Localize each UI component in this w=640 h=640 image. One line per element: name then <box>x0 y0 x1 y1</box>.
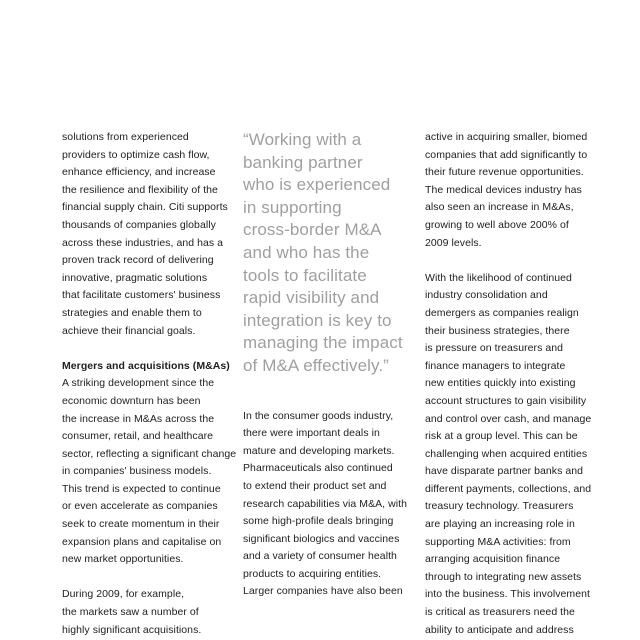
text-line: In the consumer goods industry, <box>243 409 394 422</box>
text-line: solutions from experienced <box>62 131 189 143</box>
text-line: in companies' business models. <box>62 465 212 478</box>
paragraph-gap <box>425 252 597 270</box>
text-line: ability to anticipate and address <box>425 623 574 636</box>
text-line: The medical devices industry has <box>425 183 582 196</box>
text-line: seek to create momentum in their <box>62 518 220 531</box>
text-line: that facilitate customers' business <box>62 289 221 302</box>
text-line: new entities quickly into existing <box>425 377 576 390</box>
text-line: rapid visibility and <box>243 288 380 308</box>
text-line: through to integrating new assets <box>425 570 582 583</box>
text-line: Pharmaceuticals also continued <box>243 462 393 475</box>
text-line: integration is key to <box>243 310 392 330</box>
text-line: highly significant acquisitions. <box>62 623 202 636</box>
text-line: “Working with a <box>243 130 362 149</box>
text-line: arranging acquisition finance <box>425 553 561 566</box>
text-line: industry consolidation and <box>425 289 548 302</box>
text-line: thousands of companies globally <box>62 218 216 231</box>
text-line: their future revenue opportunities. <box>425 166 584 179</box>
text-line: is pressure on treasurers and <box>425 342 564 355</box>
text-line: of M&A effectively.” <box>243 355 389 375</box>
text-line: account structures to gain visibility <box>425 394 587 407</box>
text-line: there were important deals in <box>243 427 380 440</box>
paragraph-gap <box>62 340 234 358</box>
text-line: proven track record of delivering <box>62 254 214 267</box>
text-line: demergers as companies realign <box>425 306 579 319</box>
left-paragraph-cash-flow <box>62 129 234 340</box>
right-paragraph-consolidation <box>425 270 597 639</box>
text-line: the increase in M&As across the <box>62 412 215 425</box>
text-line: providers to optimize cash flow, <box>62 148 210 161</box>
text-line: risk at a group level. This can be <box>425 430 578 443</box>
text-line: is critical as treasurers need the <box>425 606 575 619</box>
right-column <box>425 129 597 639</box>
text-line: research capabilities via M&A, with <box>243 497 407 510</box>
text-line: financial supply chain. Citi supports <box>62 201 228 214</box>
text-line: During 2009, for example, <box>62 588 185 601</box>
text-line: strategies and enable them to <box>62 306 202 319</box>
text-line: are playing an increasing role in <box>425 518 575 531</box>
text-line: supporting M&A activities: from <box>425 535 571 548</box>
text-line: growing to well above 200% of <box>425 218 569 231</box>
text-line: have disparate partner banks and <box>425 465 584 478</box>
text-line: and who has the <box>243 242 370 262</box>
text-line: enhance efficiency, and increase <box>62 166 216 179</box>
left-paragraph-2009 <box>62 586 234 639</box>
text-line: significant biologics and vaccines <box>243 532 400 545</box>
text-line: banking partner <box>243 152 363 172</box>
section-heading-mergers: Mergers and acquisitions (M&As) <box>62 359 230 372</box>
right-paragraph-biomed <box>425 129 597 252</box>
left-paragraph-mergers <box>62 375 237 569</box>
text-line: who is experienced <box>243 175 391 195</box>
pull-quote <box>243 129 408 378</box>
text-line: 2009 levels. <box>425 236 482 249</box>
text-line: across these industries, and has a <box>62 236 224 249</box>
text-line: cross-border M&A <box>243 220 382 240</box>
text-line: With the likelihood of continued <box>425 271 572 284</box>
paragraph-gap <box>62 569 234 587</box>
text-line: or even accelerate as companies <box>62 500 218 513</box>
text-line: mature and developing markets. <box>243 444 395 457</box>
text-line: new market opportunities. <box>62 553 184 566</box>
text-line: companies that add significantly to <box>425 148 588 161</box>
text-line: and control over cash, and manage <box>425 412 592 425</box>
text-line: and a variety of consumer health <box>243 550 397 563</box>
text-line: to extend their product set and <box>243 479 387 492</box>
text-line: the markets saw a number of <box>62 606 199 619</box>
text-line: different payments, collections, and <box>425 482 592 495</box>
text-line: A striking development since the <box>62 377 215 390</box>
text-line: products to acquiring entities. <box>243 567 382 580</box>
text-line: the resilience and flexibility of the <box>62 183 218 196</box>
text-line: also seen an increase in M&As, <box>425 201 574 214</box>
left-column <box>62 129 237 639</box>
text-line: in supporting <box>243 197 342 217</box>
text-line: achieve their financial goals. <box>62 324 196 337</box>
text-line: some high-profile deals bringing <box>243 515 394 528</box>
text-line: This trend is expected to continue <box>62 482 221 495</box>
text-line: managing the impact <box>243 333 403 353</box>
text-line: Larger companies have also been <box>243 585 403 598</box>
text-line: challenging when acquired entities <box>425 447 588 460</box>
text-line: expansion plans and capitalise on <box>62 535 222 548</box>
text-line: treasury technology. Treasurers <box>425 500 574 513</box>
text-line: consumer, retail, and healthcare <box>62 430 214 443</box>
text-line: their business strategies, there <box>425 324 570 337</box>
text-line: sector, reflecting a significant change <box>62 447 237 460</box>
text-line: economic downturn has been <box>62 394 201 407</box>
text-line: innovative, pragmatic solutions <box>62 271 208 284</box>
middle-column <box>243 129 408 601</box>
middle-paragraph-consumer-goods <box>243 408 408 602</box>
text-line: into the business. This involvement <box>425 588 590 601</box>
text-line: active in acquiring smaller, biomed <box>425 131 588 143</box>
text-line: tools to facilitate <box>243 265 367 285</box>
text-line: finance managers to integrate <box>425 359 566 372</box>
